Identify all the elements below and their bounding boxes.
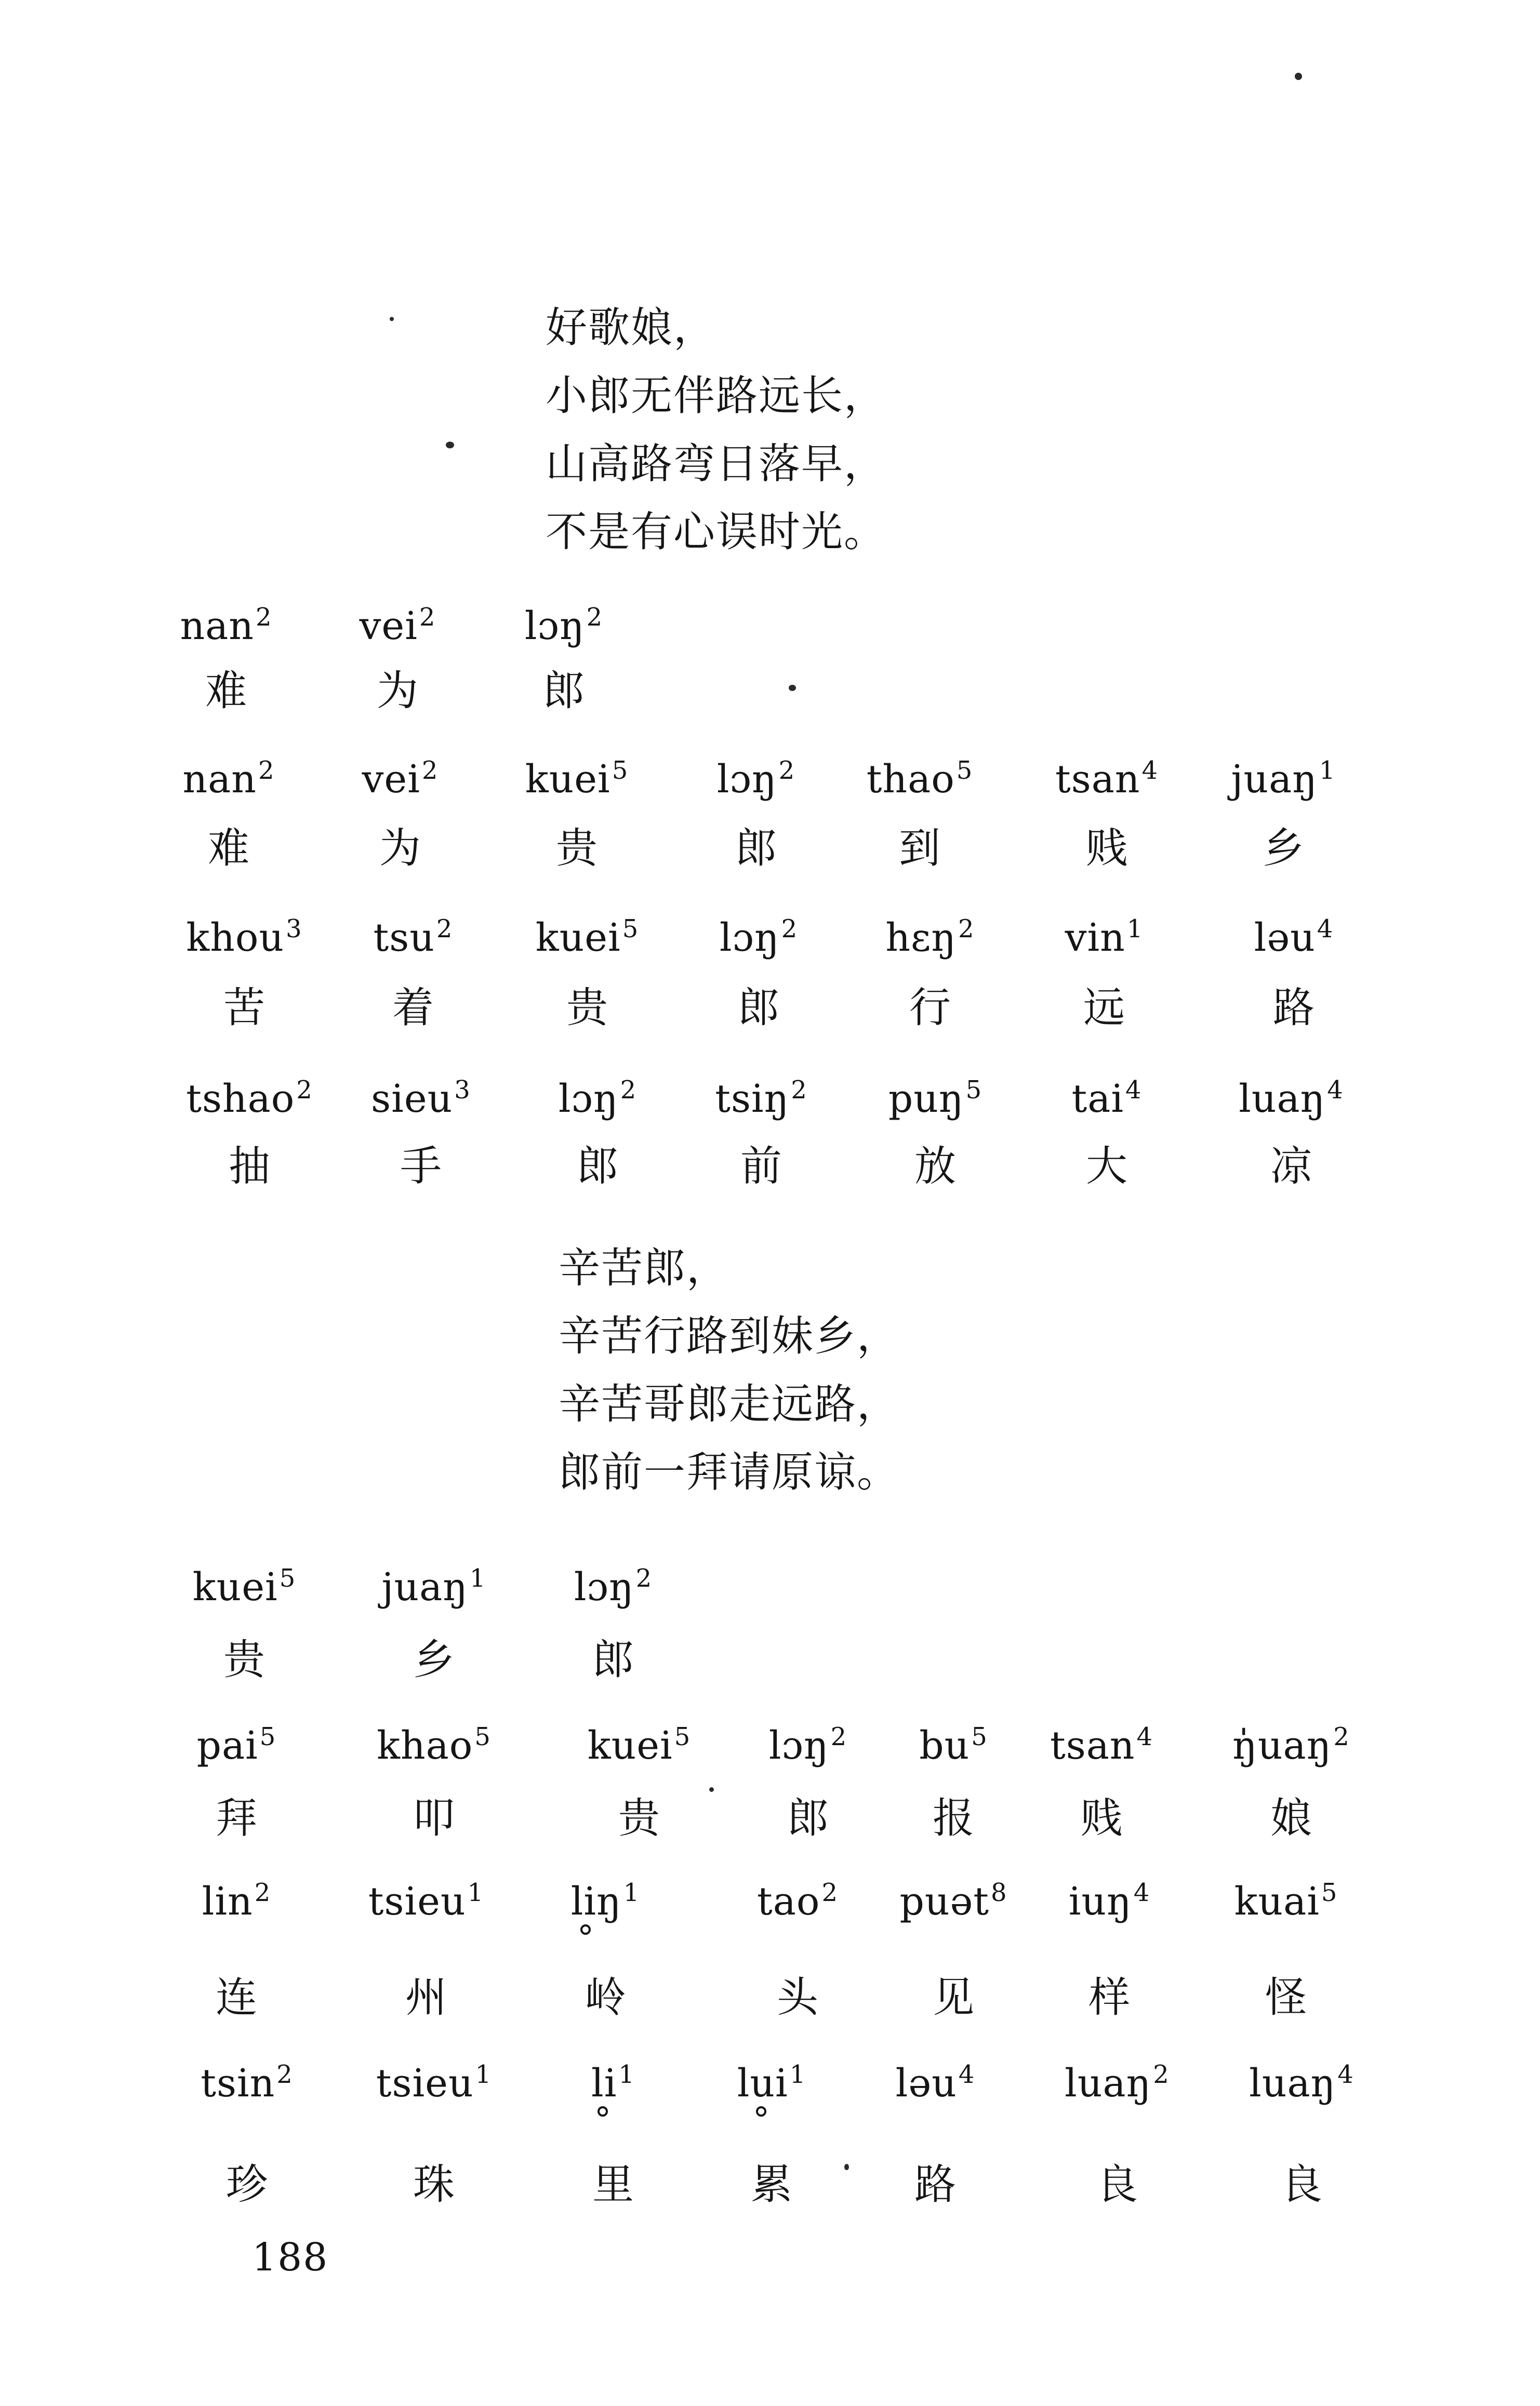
tone-number: 1 [1126, 914, 1144, 943]
syllable: lɔŋ [558, 1076, 619, 1121]
syllable: li [591, 2061, 617, 2106]
tone-number: 1 [789, 2060, 806, 2089]
syllable: tsieu [376, 2061, 474, 2106]
syllable: iuŋ [1068, 1879, 1132, 1924]
tone-number: 4 [958, 2060, 975, 2089]
romanization [1065, 2060, 1170, 2109]
romanization [1065, 914, 1144, 963]
print-speck [1295, 73, 1302, 80]
hanzi-character: 为 [379, 824, 421, 872]
romanization [382, 1566, 486, 1613]
syllable: tsieu [368, 1879, 466, 1924]
tone-number: 1 [1319, 756, 1336, 785]
romanization [377, 1722, 491, 1771]
romanization [768, 1722, 847, 1771]
hanzi-character: 放 [914, 1142, 956, 1190]
hanzi-character: 路 [914, 2160, 956, 2209]
tone-number: 1 [467, 1878, 484, 1907]
romanization [570, 1878, 640, 1927]
hanzi-character: 娘 [1270, 1794, 1312, 1842]
hanzi-character: 州 [405, 1973, 447, 2022]
hanzi-character: 难 [208, 824, 249, 872]
hanzi-character: 前 [740, 1142, 782, 1190]
tone-number: 4 [1317, 914, 1334, 943]
romanization [201, 2060, 293, 2109]
tone-number: 2 [296, 1075, 313, 1105]
hanzi-character: 大 [1086, 1142, 1127, 1190]
verse-line: 郎前一拜请原谅。 [559, 1448, 899, 1496]
syllable: kuei [192, 1565, 278, 1610]
tone-number: 8 [991, 1878, 1007, 1907]
syllable: luaŋ [1239, 1076, 1326, 1121]
print-speck [390, 317, 394, 321]
romanization [202, 1878, 271, 1927]
tone-number: 1 [618, 2060, 635, 2089]
romanization [360, 605, 436, 652]
hanzi-character: 着 [392, 983, 434, 1032]
syllable: lui [737, 2061, 788, 2106]
tone-number: 4 [1337, 2060, 1354, 2089]
hanzi-character: 抽 [229, 1142, 270, 1190]
hanzi-character: 郎 [787, 1794, 829, 1842]
syllable: nan [182, 757, 257, 802]
hanzi-character: 怪 [1265, 1973, 1307, 2022]
tone-number: 1 [469, 1564, 486, 1593]
hanzi-character: 苦 [223, 983, 265, 1032]
syllable: tao [757, 1879, 820, 1924]
tone-number: 5 [674, 1722, 691, 1751]
hanzi-character: 贵 [223, 1636, 265, 1684]
tone-number: 2 [276, 2060, 293, 2089]
tone-number: 2 [1333, 1722, 1350, 1751]
romanization [180, 605, 272, 652]
tone-number: 2 [586, 603, 603, 632]
tone-number: 2 [419, 603, 436, 632]
tone-number: 4 [1327, 1075, 1344, 1105]
tone-number: 5 [474, 1722, 491, 1751]
romanization [587, 1722, 691, 1771]
romanization [368, 1878, 484, 1927]
tone-number: 4 [1136, 1722, 1153, 1751]
tone-number: 2 [821, 1878, 838, 1907]
hanzi-character: 到 [899, 824, 940, 872]
hanzi-character: 岭 [585, 1973, 626, 2022]
romanization [373, 914, 453, 963]
syllable: puət [899, 1879, 990, 1924]
hanzi-character: 郎 [577, 1142, 618, 1190]
hanzi-character: 叩 [413, 1794, 455, 1842]
tone-number: 5 [1321, 1878, 1338, 1907]
hanzi-character: 贱 [1081, 1794, 1122, 1842]
tone-number: 2 [421, 756, 439, 785]
tone-number: 1 [475, 2060, 492, 2089]
syllabic-ring-mark [580, 1924, 591, 1935]
tone-number: 2 [1153, 2060, 1170, 2089]
romanization [1249, 2060, 1354, 2109]
syllable: vei [359, 604, 418, 648]
romanization [558, 1075, 637, 1124]
hanzi-character: 手 [400, 1142, 442, 1190]
syllabic-ring-mark [756, 2106, 766, 2117]
syllable: ləu [895, 2061, 957, 2106]
hanzi-character: 郎 [543, 667, 585, 715]
verse-line: 辛苦哥郎走远路， [559, 1380, 899, 1428]
hanzi-character: 凉 [1270, 1142, 1312, 1190]
tone-number: 5 [279, 1564, 296, 1593]
syllable: lɔŋ [719, 915, 780, 960]
syllable: thao [866, 757, 955, 802]
tone-number: 1 [623, 1878, 640, 1907]
romanization [715, 1075, 807, 1124]
romanization [757, 1878, 838, 1927]
print-speck [844, 2164, 849, 2170]
romanization [591, 2060, 635, 2109]
romanization [525, 605, 603, 652]
tone-number: 4 [1133, 1878, 1150, 1907]
page-number: 188 [252, 2235, 329, 2280]
hanzi-character: 郎 [592, 1636, 634, 1684]
hanzi-character: 良 [1281, 2160, 1322, 2209]
romanization [919, 1722, 988, 1771]
syllable: ŋ̍uaŋ [1232, 1723, 1332, 1768]
syllable: kuai [1234, 1879, 1320, 1924]
romanization [535, 914, 639, 963]
tone-number: 5 [259, 1722, 276, 1751]
syllable: tsu [373, 915, 435, 960]
romanization [525, 756, 629, 805]
syllable: liŋ [570, 1879, 622, 1924]
hanzi-character: 良 [1096, 2160, 1138, 2209]
syllable: sieu [371, 1076, 453, 1121]
hanzi-character: 郎 [735, 824, 777, 872]
verse-2 [559, 1234, 899, 1506]
romanization [885, 914, 975, 963]
romanization [737, 2060, 806, 2109]
hanzi-character: 为 [377, 667, 418, 715]
syllable: hɛŋ [885, 915, 957, 960]
romanization [186, 1075, 313, 1124]
syllable: lɔŋ [768, 1723, 829, 1768]
romanization [1231, 756, 1336, 805]
tone-number: 5 [965, 1075, 983, 1105]
syllable: khou [186, 915, 285, 960]
syllable: nan [180, 604, 254, 648]
hanzi-character: 里 [592, 2160, 634, 2209]
romanization [1232, 1722, 1350, 1771]
romanization [1068, 1878, 1150, 1927]
syllable: tsan [1055, 757, 1140, 802]
hanzi-character: 报 [933, 1794, 974, 1842]
romanization [362, 756, 439, 805]
syllable: pai [196, 1723, 258, 1768]
syllable: vin [1065, 915, 1125, 960]
hanzi-character: 乡 [1263, 824, 1304, 872]
verse-line: 辛苦郎， [559, 1244, 729, 1292]
romanization [895, 2060, 975, 2109]
verse-line: 不是有心误时光。 [546, 508, 886, 556]
tone-number: 4 [1141, 756, 1159, 785]
tone-number: 3 [286, 914, 302, 943]
syllable: kuei [535, 915, 621, 960]
hanzi-character: 远 [1083, 983, 1125, 1032]
syllable: lɔŋ [716, 757, 777, 802]
syllable: juaŋ [1231, 757, 1318, 802]
romanization [371, 1075, 471, 1124]
verse-1 [546, 294, 886, 566]
romanization [866, 756, 973, 805]
hanzi-character: 贵 [618, 1794, 660, 1842]
romanization [1055, 756, 1159, 805]
romanization [193, 1566, 296, 1613]
tone-number: 4 [1125, 1075, 1142, 1105]
hanzi-character: 连 [216, 1973, 257, 2022]
tone-number: 2 [958, 914, 975, 943]
syllable: tsiŋ [715, 1076, 790, 1121]
hanzi-character: 路 [1273, 983, 1315, 1032]
syllable: luaŋ [1065, 2061, 1152, 2106]
hanzi-character: 累 [751, 2160, 792, 2209]
tone-number: 5 [971, 1722, 988, 1751]
romanization [1071, 1075, 1142, 1124]
syllable: puŋ [888, 1076, 964, 1121]
hanzi-character: 见 [933, 1973, 974, 2022]
romanization [1254, 914, 1334, 963]
verse-line: 山高路弯日落早， [546, 440, 886, 488]
romanization [186, 914, 302, 963]
syllable: tai [1071, 1076, 1124, 1121]
hanzi-character: 行 [909, 983, 951, 1032]
hanzi-character: 珠 [413, 2160, 455, 2209]
romanization [716, 756, 795, 805]
syllable: lɔŋ [524, 604, 585, 648]
tone-number: 2 [620, 1075, 637, 1105]
tone-number: 2 [778, 756, 795, 785]
romanization [888, 1075, 983, 1124]
tone-number: 2 [254, 1878, 271, 1907]
hanzi-character: 贵 [566, 983, 608, 1032]
hanzi-character: 样 [1088, 1973, 1130, 2022]
syllable: lin [202, 1879, 253, 1924]
hanzi-character: 拜 [216, 1794, 257, 1842]
syllable: juaŋ [381, 1565, 468, 1610]
romanization [376, 2060, 492, 2109]
tone-number: 2 [781, 914, 798, 943]
romanization [1239, 1075, 1344, 1124]
hanzi-character: 珍 [226, 2160, 268, 2209]
tone-number: 5 [612, 756, 629, 785]
verse-line: 辛苦行路到妹乡， [559, 1312, 899, 1360]
romanization [1234, 1878, 1338, 1927]
hanzi-character: 难 [205, 667, 247, 715]
romanization [719, 914, 798, 963]
hanzi-character: 贱 [1086, 824, 1127, 872]
tone-number: 5 [956, 756, 973, 785]
syllable: kuei [587, 1723, 673, 1768]
syllable: luaŋ [1249, 2061, 1336, 2106]
syllable: bu [919, 1723, 970, 1768]
hanzi-character: 头 [777, 1973, 818, 2022]
hanzi-character: 贵 [556, 824, 598, 872]
tone-number: 2 [436, 914, 453, 943]
syllable: lɔŋ [574, 1565, 634, 1610]
tone-number: 5 [622, 914, 639, 943]
hanzi-character: 郎 [738, 983, 779, 1032]
hanzi-character: 乡 [413, 1636, 455, 1684]
print-speck [446, 442, 454, 448]
print-speck [709, 1787, 714, 1792]
romanization [574, 1566, 652, 1613]
syllable: ləu [1254, 915, 1316, 960]
tone-number: 2 [255, 603, 272, 632]
tone-number: 2 [830, 1722, 847, 1751]
tone-number: 3 [454, 1075, 471, 1105]
syllable: tshao [186, 1076, 295, 1121]
romanization [196, 1722, 276, 1771]
romanization [899, 1878, 1007, 1927]
syllable: tsin [201, 2061, 275, 2106]
tone-number: 2 [258, 756, 275, 785]
syllable: kuei [525, 757, 610, 802]
syllable: vei [362, 757, 420, 802]
verse-line: 好歌娘， [546, 303, 716, 352]
print-speck [789, 685, 796, 691]
syllabic-ring-mark [598, 2106, 608, 2117]
romanization [182, 756, 275, 805]
tone-number: 2 [791, 1075, 807, 1105]
syllable: khao [377, 1723, 473, 1768]
tone-number: 2 [635, 1564, 653, 1593]
syllable: tsan [1050, 1723, 1135, 1768]
verse-line: 小郎无伴路远长， [546, 371, 886, 420]
romanization [1050, 1722, 1153, 1771]
